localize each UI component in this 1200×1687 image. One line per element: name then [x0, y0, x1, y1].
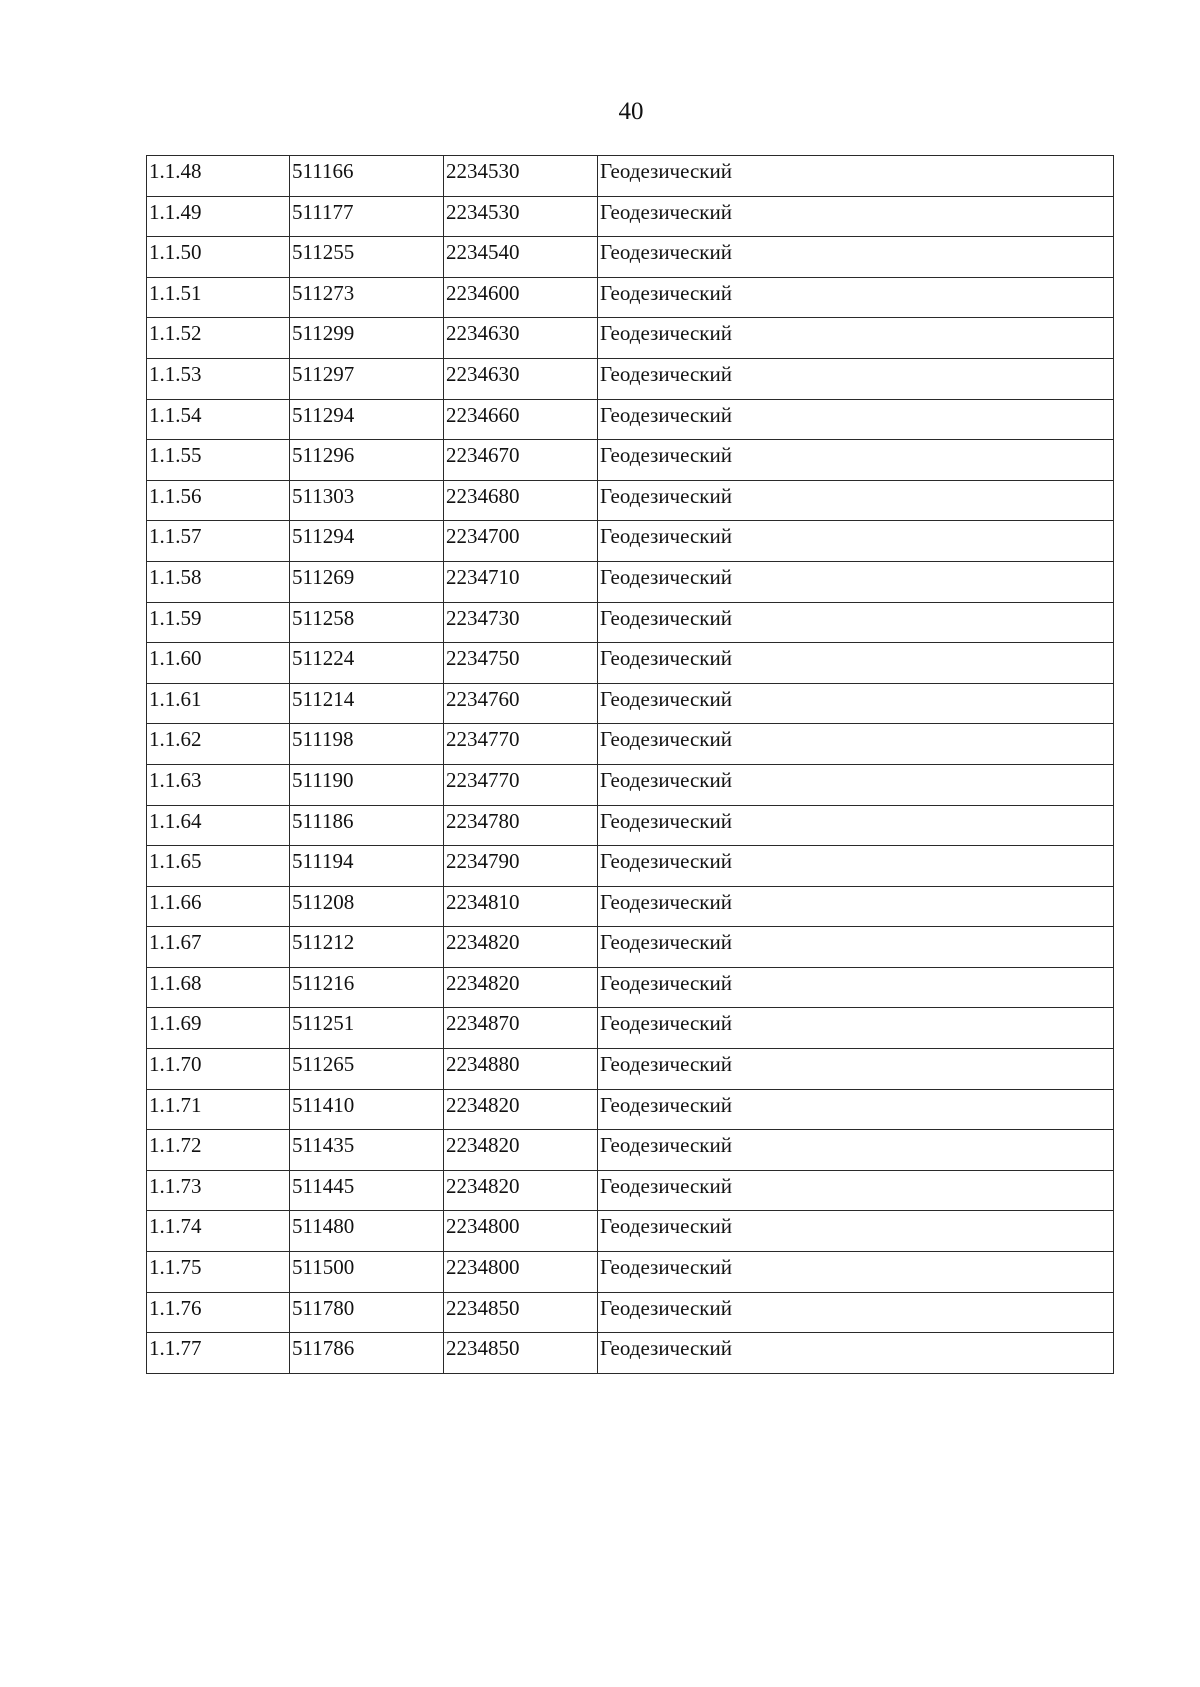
x-coordinate-cell: 511303 [290, 480, 444, 521]
method-cell: Геодезический [598, 318, 1114, 359]
method-cell: Геодезический [598, 1089, 1114, 1130]
method-cell: Геодезический [598, 1252, 1114, 1293]
point-number-cell: 1.1.70 [147, 1049, 290, 1090]
y-coordinate-cell: 2234680 [444, 480, 598, 521]
x-coordinate-cell: 511214 [290, 683, 444, 724]
y-coordinate-cell: 2234850 [444, 1292, 598, 1333]
method-cell: Геодезический [598, 561, 1114, 602]
table-row [147, 927, 1114, 968]
coordinates-table-body [147, 156, 1114, 1374]
table-row [147, 237, 1114, 278]
y-coordinate-cell: 2234710 [444, 561, 598, 602]
x-coordinate-cell: 511435 [290, 1130, 444, 1171]
x-coordinate-cell: 511273 [290, 277, 444, 318]
x-coordinate-cell: 511198 [290, 724, 444, 765]
x-coordinate-cell: 511296 [290, 440, 444, 481]
y-coordinate-cell: 2234600 [444, 277, 598, 318]
method-cell: Геодезический [598, 277, 1114, 318]
x-coordinate-cell: 511224 [290, 643, 444, 684]
point-number-cell: 1.1.62 [147, 724, 290, 765]
y-coordinate-cell: 2234770 [444, 724, 598, 765]
method-cell: Геодезический [598, 1130, 1114, 1171]
y-coordinate-cell: 2234880 [444, 1049, 598, 1090]
method-cell: Геодезический [598, 1211, 1114, 1252]
table-row [147, 683, 1114, 724]
table-row [147, 277, 1114, 318]
method-cell: Геодезический [598, 399, 1114, 440]
table-row [147, 196, 1114, 237]
x-coordinate-cell: 511251 [290, 1008, 444, 1049]
y-coordinate-cell: 2234820 [444, 1089, 598, 1130]
method-cell: Геодезический [598, 602, 1114, 643]
point-number-cell: 1.1.76 [147, 1292, 290, 1333]
table-row [147, 1211, 1114, 1252]
x-coordinate-cell: 511500 [290, 1252, 444, 1293]
point-number-cell: 1.1.51 [147, 277, 290, 318]
point-number-cell: 1.1.77 [147, 1333, 290, 1374]
x-coordinate-cell: 511299 [290, 318, 444, 359]
table-row [147, 156, 1114, 197]
y-coordinate-cell: 2234540 [444, 237, 598, 278]
method-cell: Геодезический [598, 1008, 1114, 1049]
point-number-cell: 1.1.49 [147, 196, 290, 237]
table-row [147, 561, 1114, 602]
point-number-cell: 1.1.72 [147, 1130, 290, 1171]
x-coordinate-cell: 511255 [290, 237, 444, 278]
point-number-cell: 1.1.57 [147, 521, 290, 562]
point-number-cell: 1.1.50 [147, 237, 290, 278]
x-coordinate-cell: 511294 [290, 521, 444, 562]
table-row [147, 399, 1114, 440]
table-row [147, 886, 1114, 927]
table-row [147, 521, 1114, 562]
method-cell: Геодезический [598, 196, 1114, 237]
y-coordinate-cell: 2234820 [444, 967, 598, 1008]
method-cell: Геодезический [598, 156, 1114, 197]
table-row [147, 1130, 1114, 1171]
y-coordinate-cell: 2234530 [444, 156, 598, 197]
x-coordinate-cell: 511216 [290, 967, 444, 1008]
x-coordinate-cell: 511194 [290, 846, 444, 887]
table-row [147, 805, 1114, 846]
table-row [147, 1089, 1114, 1130]
point-number-cell: 1.1.66 [147, 886, 290, 927]
method-cell: Геодезический [598, 1292, 1114, 1333]
table-row [147, 1170, 1114, 1211]
page-number: 40 [618, 98, 644, 125]
table-row [147, 358, 1114, 399]
point-number-cell: 1.1.69 [147, 1008, 290, 1049]
y-coordinate-cell: 2234870 [444, 1008, 598, 1049]
method-cell: Геодезический [598, 805, 1114, 846]
x-coordinate-cell: 511265 [290, 1049, 444, 1090]
method-cell: Геодезический [598, 480, 1114, 521]
point-number-cell: 1.1.68 [147, 967, 290, 1008]
method-cell: Геодезический [598, 927, 1114, 968]
x-coordinate-cell: 511208 [290, 886, 444, 927]
y-coordinate-cell: 2234810 [444, 886, 598, 927]
point-number-cell: 1.1.63 [147, 764, 290, 805]
table-row [147, 724, 1114, 765]
y-coordinate-cell: 2234790 [444, 846, 598, 887]
y-coordinate-cell: 2234760 [444, 683, 598, 724]
y-coordinate-cell: 2234530 [444, 196, 598, 237]
method-cell: Геодезический [598, 846, 1114, 887]
point-number-cell: 1.1.65 [147, 846, 290, 887]
point-number-cell: 1.1.52 [147, 318, 290, 359]
x-coordinate-cell: 511786 [290, 1333, 444, 1374]
table-row [147, 967, 1114, 1008]
point-number-cell: 1.1.61 [147, 683, 290, 724]
x-coordinate-cell: 511780 [290, 1292, 444, 1333]
point-number-cell: 1.1.53 [147, 358, 290, 399]
y-coordinate-cell: 2234660 [444, 399, 598, 440]
point-number-cell: 1.1.67 [147, 927, 290, 968]
method-cell: Геодезический [598, 1049, 1114, 1090]
x-coordinate-cell: 511445 [290, 1170, 444, 1211]
method-cell: Геодезический [598, 764, 1114, 805]
point-number-cell: 1.1.73 [147, 1170, 290, 1211]
x-coordinate-cell: 511166 [290, 156, 444, 197]
point-number-cell: 1.1.64 [147, 805, 290, 846]
x-coordinate-cell: 511190 [290, 764, 444, 805]
x-coordinate-cell: 511212 [290, 927, 444, 968]
table-row [147, 318, 1114, 359]
table-row [147, 602, 1114, 643]
table-row [147, 1252, 1114, 1293]
table-row [147, 643, 1114, 684]
point-number-cell: 1.1.74 [147, 1211, 290, 1252]
table-row [147, 846, 1114, 887]
point-number-cell: 1.1.58 [147, 561, 290, 602]
point-number-cell: 1.1.60 [147, 643, 290, 684]
x-coordinate-cell: 511269 [290, 561, 444, 602]
y-coordinate-cell: 2234800 [444, 1211, 598, 1252]
point-number-cell: 1.1.48 [147, 156, 290, 197]
method-cell: Геодезический [598, 886, 1114, 927]
y-coordinate-cell: 2234770 [444, 764, 598, 805]
y-coordinate-cell: 2234850 [444, 1333, 598, 1374]
y-coordinate-cell: 2234630 [444, 318, 598, 359]
point-number-cell: 1.1.59 [147, 602, 290, 643]
y-coordinate-cell: 2234630 [444, 358, 598, 399]
method-cell: Геодезический [598, 967, 1114, 1008]
x-coordinate-cell: 511258 [290, 602, 444, 643]
x-coordinate-cell: 511480 [290, 1211, 444, 1252]
table-row [147, 480, 1114, 521]
table-row [147, 1333, 1114, 1374]
x-coordinate-cell: 511294 [290, 399, 444, 440]
method-cell: Геодезический [598, 643, 1114, 684]
method-cell: Геодезический [598, 724, 1114, 765]
table-row [147, 1292, 1114, 1333]
y-coordinate-cell: 2234670 [444, 440, 598, 481]
method-cell: Геодезический [598, 440, 1114, 481]
x-coordinate-cell: 511410 [290, 1089, 444, 1130]
y-coordinate-cell: 2234820 [444, 1130, 598, 1171]
y-coordinate-cell: 2234750 [444, 643, 598, 684]
y-coordinate-cell: 2234780 [444, 805, 598, 846]
table-row [147, 440, 1114, 481]
point-number-cell: 1.1.71 [147, 1089, 290, 1130]
y-coordinate-cell: 2234730 [444, 602, 598, 643]
y-coordinate-cell: 2234800 [444, 1252, 598, 1293]
table-row [147, 1008, 1114, 1049]
method-cell: Геодезический [598, 1170, 1114, 1211]
x-coordinate-cell: 511297 [290, 358, 444, 399]
x-coordinate-cell: 511186 [290, 805, 444, 846]
method-cell: Геодезический [598, 237, 1114, 278]
y-coordinate-cell: 2234820 [444, 927, 598, 968]
table-row [147, 764, 1114, 805]
y-coordinate-cell: 2234700 [444, 521, 598, 562]
method-cell: Геодезический [598, 521, 1114, 562]
method-cell: Геодезический [598, 683, 1114, 724]
method-cell: Геодезический [598, 1333, 1114, 1374]
point-number-cell: 1.1.56 [147, 480, 290, 521]
x-coordinate-cell: 511177 [290, 196, 444, 237]
y-coordinate-cell: 2234820 [444, 1170, 598, 1211]
coordinates-table [146, 155, 1114, 1374]
method-cell: Геодезический [598, 358, 1114, 399]
point-number-cell: 1.1.75 [147, 1252, 290, 1293]
point-number-cell: 1.1.55 [147, 440, 290, 481]
table-row [147, 1049, 1114, 1090]
point-number-cell: 1.1.54 [147, 399, 290, 440]
